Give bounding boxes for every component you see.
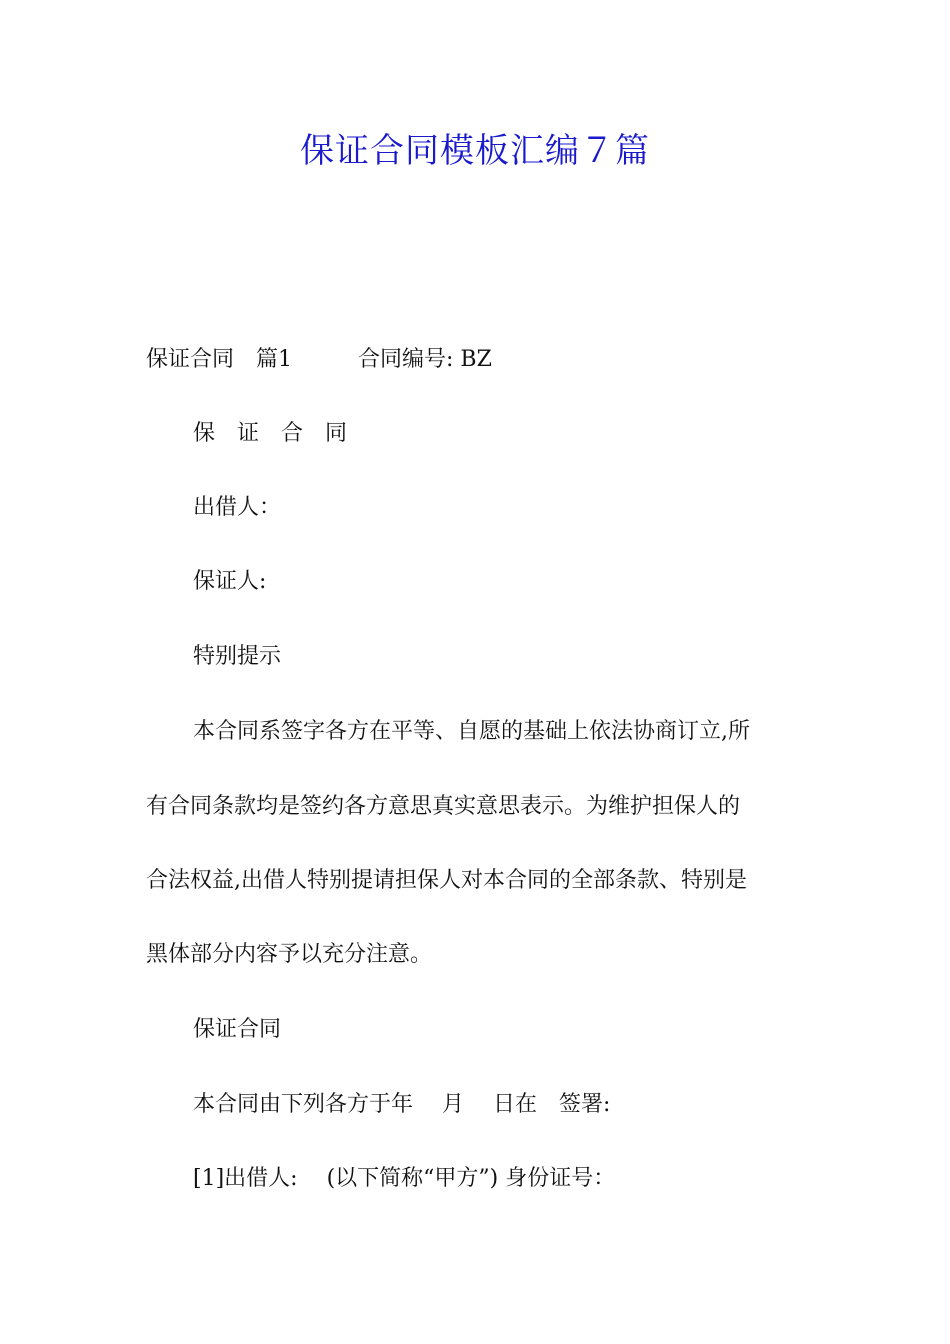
signing-statement: 本合同由下列各方于年 月 日在 签署: [193,1092,611,1117]
party-lender-line: [1]出借人: (以下简称“甲方”) 身份证号： [193,1166,616,1191]
lender-label: 出借人： [193,495,282,520]
notice-paragraph-line: 有合同条款均是签约各方意思真实意思表示。为维护担保人的 [146,794,741,819]
notice-paragraph-line: 黑体部分内容予以充分注意。 [146,942,433,967]
guarantor-label: 保证人: [193,569,267,594]
notice-paragraph-line: 本合同系签字各方在平等、自愿的基础上依法协商订立,所 [193,719,750,744]
document-title: 保证合同模板汇编７篇 [300,131,650,171]
contract-title: 保 证 合 同 [193,421,348,446]
notice-paragraph-line: 合法权益,出借人特别提请担保人对本合同的全部条款、特别是 [146,868,747,893]
contract-subheading: 保证合同 [193,1017,282,1042]
special-notice-heading: 特别提示 [193,644,282,669]
section-heading-contract-number: 保证合同 篇1 合同编号: BZ [146,347,492,372]
